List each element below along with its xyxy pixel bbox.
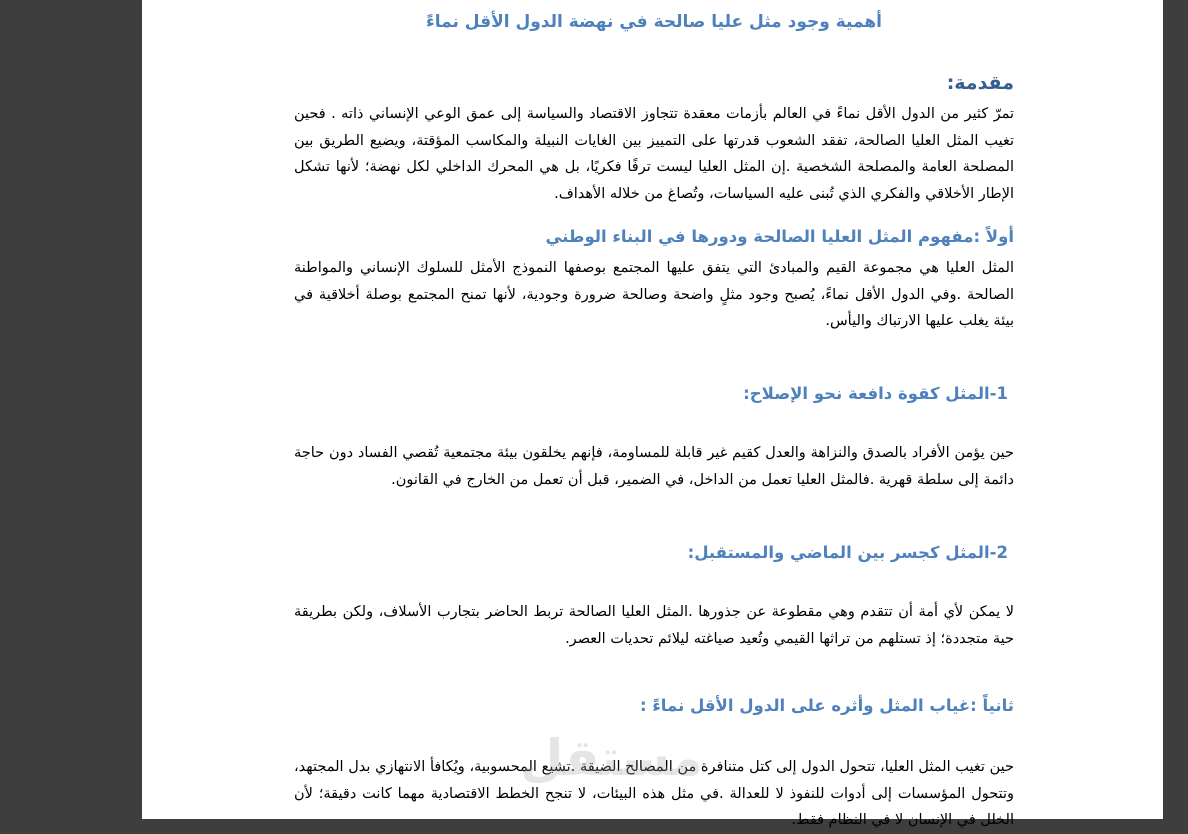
section2-heading: ثانياً :غياب المثل وأثره على الدول الأقل نماءً : — [640, 696, 1014, 715]
subsection2-heading: 2-المثل كجسر بين الماضي والمستقبل: — [687, 543, 1008, 562]
document-title: أهمية وجود مثل عليا صالحة في نهضة الدول الأقل نماءً — [426, 12, 882, 32]
document-page — [142, 0, 1163, 828]
intro-paragraph: تمرّ كثير من الدول الأقل نماءً في العالم بأزمات معقدة تتجاوز الاقتصاد والسياسة إلى عمق الوعي الإنساني ذاته . فحين تغيب المثل العليا الصالحة، تفقد الشعوب قدرتها على التمييز بين الغايات النبيلة والمكاسب المؤقتة، ويضيع الطريق بين المصلحة العامة والمصلحة الشخصية .إن المثل العليا ليست ترفًا فكريًا، بل هي المحرك الداخلي لكل نهضة؛ لأنها تشكل الإطار الأخلاقي والفكري الذي تُبنى عليه السياسات، وتُصاغ من خلاله الأهداف. — [294, 106, 1014, 202]
subsection1-paragraph: حين يؤمن الأفراد بالصدق والنزاهة والعدل كقيم غير قابلة للمساومة، فإنهم يخلقون بيئة مجتمعية تُقصي الفساد دون حاجة دائمة إلى سلطة قهرية .فالمثل العليا تعمل من الداخل، في الضمير، قبل أن تعمل من الخارج في القانون. — [294, 445, 1014, 488]
subsection2-paragraph: لا يمكن لأي أمة أن تتقدم وهي مقطوعة عن جذورها .المثل العليا الصالحة تربط الحاضر بتجارب الأسلاف، ولكن بطريقة حية متجددة؛ إذ تستلهم من تراثها القيمي وتُعيد صياغته ليلائم تحديات العصر. — [294, 604, 1014, 647]
section1-paragraph: المثل العليا هي مجموعة القيم والمبادئ التي يتفق عليها المجتمع بوصفها النموذج الأمثل للسلوك الإنساني والمواطنة الصالحة .وفي الدول الأقل نماءً، يُصبح وجود مثلٍ واضحة وصالحة ضرورة وجودية، لأنها تمنح المجتمع بوصلة أخلاقية في بيئة يغلب عليها الارتباك واليأس. — [294, 260, 1014, 329]
subsection1-heading: 1-المثل كقوة دافعة نحو الإصلاح: — [743, 384, 1008, 403]
intro-heading: مقدمة: — [946, 72, 1014, 94]
section1-heading: أولاً :مفهوم المثل العليا الصالحة ودورها في البناء الوطني — [545, 227, 1014, 246]
section2-paragraph: حين تغيب المثل العليا، تتحول الدول إلى كتل متنافرة من المصالح الضيقة .تشيع المحسوبية، ويُكافأ الانتهازي بدل المجتهد، وتتحول المؤسسات إلى أدوات للنفوذ لا للعدالة .في مثل هذه البيئات، لا تنجح الخطط الاقتصادية مهما كانت دقيقة؛ لأن الخلل في الإنسان لا في النظام فقط. — [294, 759, 1014, 828]
watermark-logo: مستقل — [520, 729, 703, 787]
